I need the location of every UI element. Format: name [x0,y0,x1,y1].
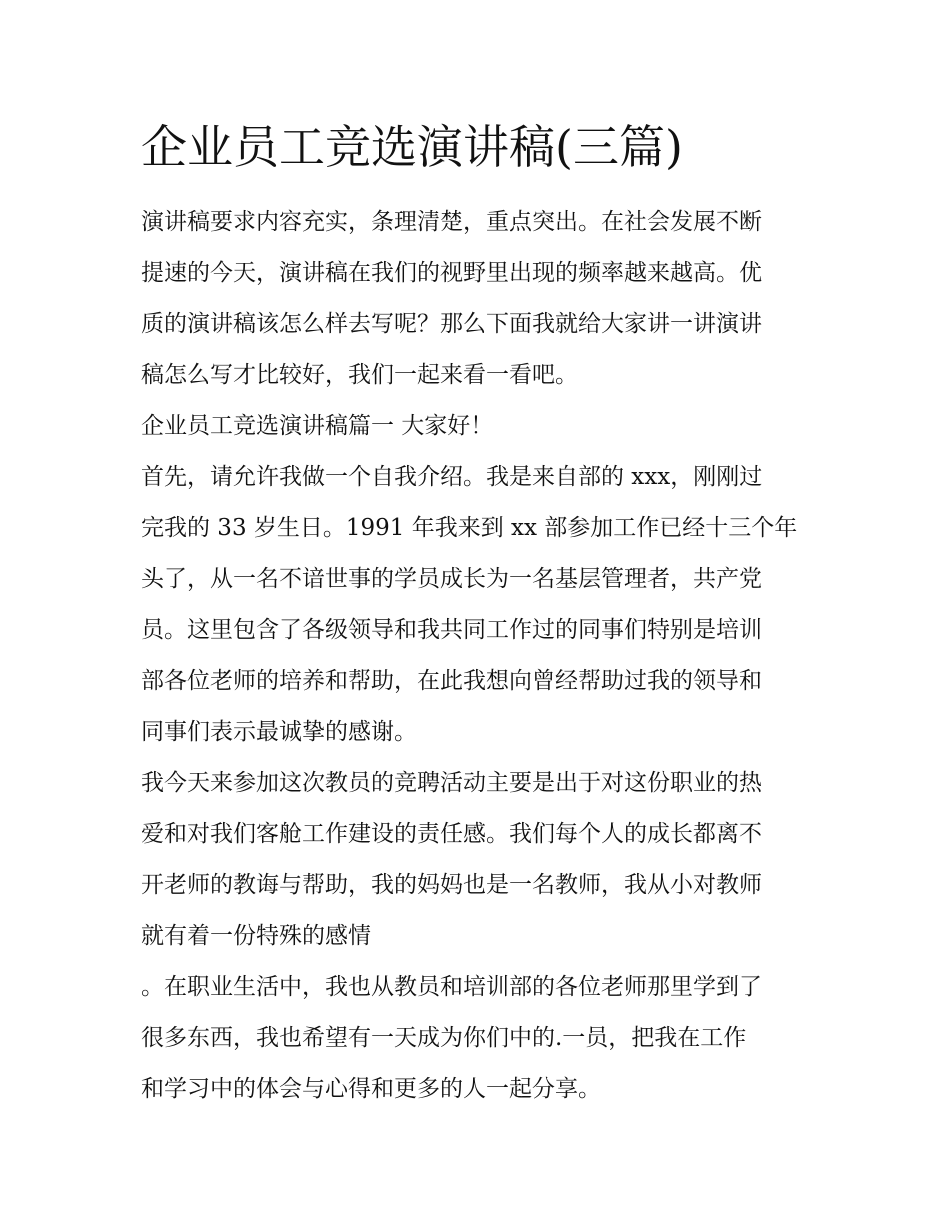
text-line-3: 质的演讲稿该怎么样去写呢？那么下面我就给大家讲一讲演讲 [141,311,762,337]
text-line-13: 爱和对我们客舱工作建设的责任感。我们每个人的成长都离不 [141,821,762,847]
text-line-10: 部各位老师的培养和帮助，在此我想向曾经帮助过我的领导和 [141,668,762,694]
text-line-16: 。在职业生活中，我也从教员和培训部的各位老师那里学到了 [141,974,762,1000]
text-line-18: 和学习中的体会与心得和更多的人一起分享。 [141,1076,601,1102]
text-line-6: 首先，请允许我做一个自我介绍。我是来自部的 xxx，刚刚过 [141,464,763,490]
text-line-17: 很多东西，我也希望有一天成为你们中的.一员，把我在工作 [141,1025,747,1051]
text-line-11: 同事们表示最诚挚的感谢。 [141,719,417,745]
text-line-4: 稿怎么写才比较好，我们一起来看一看吧。 [141,362,578,388]
text-line-2: 提速的今天，演讲稿在我们的视野里出现的频率越来越高。优 [141,260,762,286]
text-line-15: 就有着一份特殊的感情 [141,923,371,949]
text-line-9: 员。这里包含了各级领导和我共同工作过的同事们特别是培训 [141,617,762,643]
section-heading-1: 企业员工竞选演讲稿篇一 大家好！ [141,413,494,439]
text-line-8: 头了，从一名不谙世事的学员成长为一名基层管理者，共产党 [141,566,762,592]
page-title: 企业员工竞选演讲稿(三篇) [141,120,683,174]
text-line-12: 我今天来参加这次教员的竞聘活动主要是出于对这份职业的热 [141,770,762,796]
text-line-1: 演讲稿要求内容充实，条理清楚，重点突出。在社会发展不断 [141,209,762,235]
text-line-14: 开老师的教诲与帮助，我的妈妈也是一名教师，我从小对教师 [141,872,762,898]
text-line-7: 完我的 33 岁生日。1991 年我来到 xx 部参加工作已经十三个年 [141,515,798,541]
